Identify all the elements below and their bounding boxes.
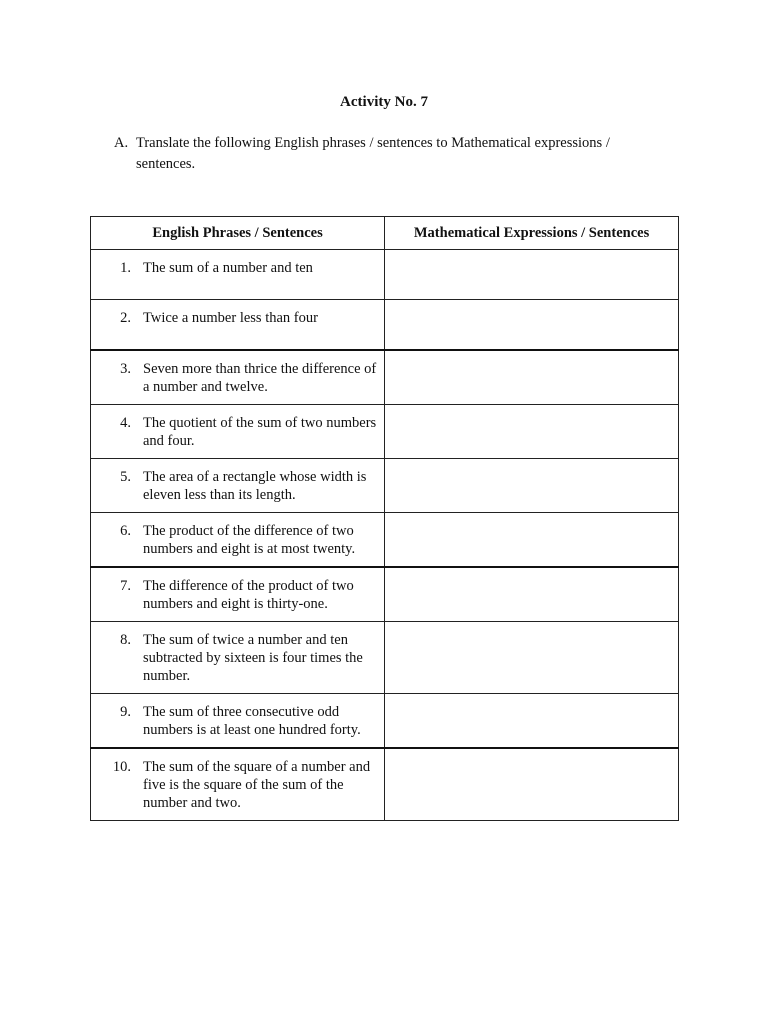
table-header-row bbox=[91, 217, 679, 250]
item-text: The sum of a number and ten bbox=[143, 260, 313, 276]
item-text: The quotient of the sum of two numbers and four. bbox=[143, 414, 377, 449]
item-text: The sum of the square of a number and five is the square of the sum of the number and two. bbox=[143, 758, 371, 811]
answer-cell[interactable] bbox=[385, 300, 679, 350]
table-row bbox=[91, 512, 679, 567]
item-number: 9. bbox=[120, 703, 131, 720]
instruction bbox=[114, 133, 654, 175]
answer-cell[interactable] bbox=[385, 693, 679, 748]
answer-cell[interactable] bbox=[385, 748, 679, 821]
item-text: The difference of the product of two numbers and eight is thirty-one. bbox=[143, 577, 354, 612]
table-row bbox=[91, 404, 679, 458]
instruction-text: Translate the following English phrases / sentences to Mathematical expressions / sentences. bbox=[136, 135, 610, 172]
english-cell bbox=[91, 693, 385, 748]
english-cell bbox=[91, 404, 385, 458]
item-number: 3. bbox=[120, 360, 131, 377]
answer-cell[interactable] bbox=[385, 621, 679, 693]
english-cell bbox=[91, 250, 385, 300]
english-cell bbox=[91, 621, 385, 693]
answer-cell[interactable] bbox=[385, 250, 679, 300]
english-cell bbox=[91, 350, 385, 405]
answer-cell[interactable] bbox=[385, 350, 679, 405]
item-number: 4. bbox=[120, 414, 131, 431]
item-text: Twice a number less than four bbox=[143, 310, 318, 326]
activity-table bbox=[90, 216, 679, 821]
header-math: Mathematical Expressions / Sentences bbox=[385, 217, 679, 250]
table-row bbox=[91, 300, 679, 350]
table-row bbox=[91, 621, 679, 693]
table-row bbox=[91, 748, 679, 821]
english-cell bbox=[91, 300, 385, 350]
item-text: The sum of twice a number and ten subtracted by sixteen is four times the number. bbox=[143, 631, 363, 684]
answer-cell[interactable] bbox=[385, 567, 679, 622]
table-row bbox=[91, 693, 679, 748]
table-row bbox=[91, 350, 679, 405]
item-number: 8. bbox=[120, 631, 131, 648]
answer-cell[interactable] bbox=[385, 404, 679, 458]
item-number: 10. bbox=[112, 758, 131, 775]
item-number: 7. bbox=[120, 577, 131, 594]
item-text: The sum of three consecutive odd numbers is at least one hundred forty. bbox=[143, 703, 361, 738]
english-cell bbox=[91, 512, 385, 567]
item-text: The area of a rectangle whose width is eleven less than its length. bbox=[143, 468, 367, 503]
answer-cell[interactable] bbox=[385, 512, 679, 567]
english-cell bbox=[91, 458, 385, 512]
item-number: 6. bbox=[120, 522, 131, 539]
page-title: Activity No. 7 bbox=[340, 94, 428, 110]
table-row bbox=[91, 567, 679, 622]
item-text: Seven more than thrice the difference of a number and twelve. bbox=[143, 360, 377, 395]
table-row bbox=[91, 250, 679, 300]
table-row bbox=[91, 458, 679, 512]
item-number: 2. bbox=[120, 310, 131, 326]
item-number: 5. bbox=[120, 468, 131, 485]
english-cell bbox=[91, 748, 385, 821]
item-text: The product of the difference of two numbers and eight is at most twenty. bbox=[143, 522, 356, 557]
item-number: 1. bbox=[120, 260, 131, 276]
english-cell bbox=[91, 567, 385, 622]
instruction-letter: A. bbox=[114, 135, 129, 151]
answer-cell[interactable] bbox=[385, 458, 679, 512]
header-english: English Phrases / Sentences bbox=[91, 217, 385, 250]
